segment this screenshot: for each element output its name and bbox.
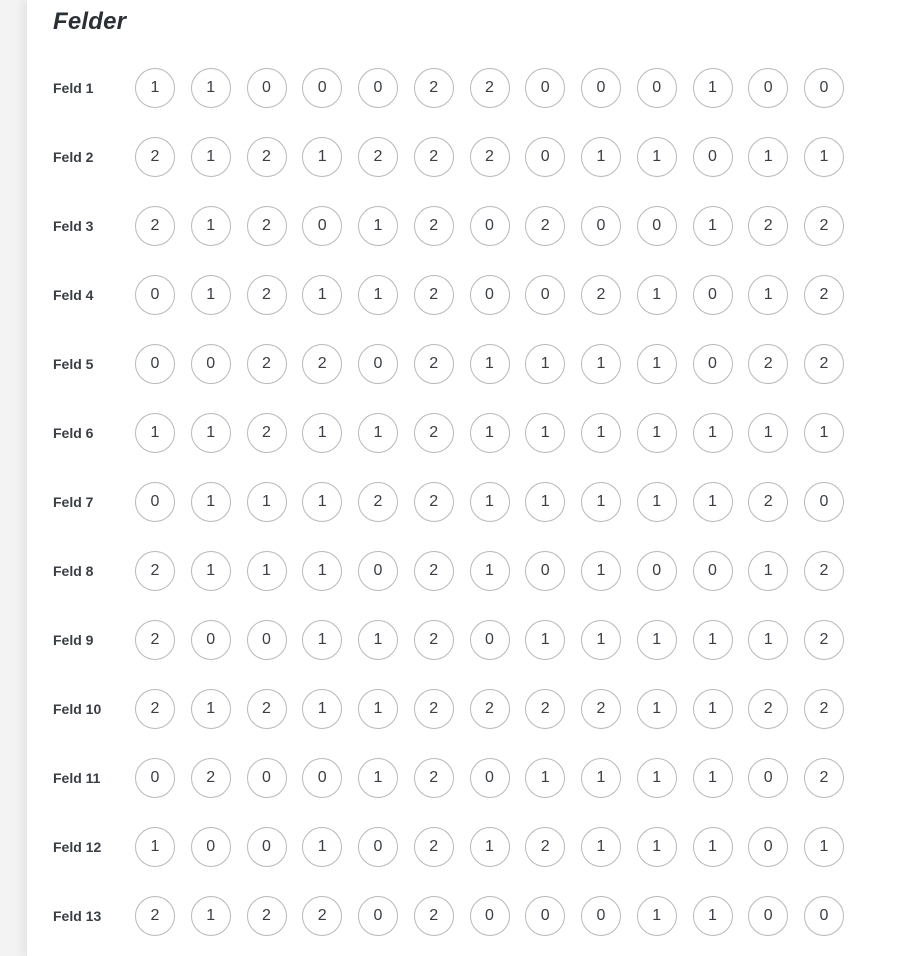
value-circle[interactable]: 0 (470, 758, 510, 798)
field-row-label: Feld 4 (53, 287, 94, 303)
value-circle[interactable]: 2 (748, 206, 788, 246)
value-circle[interactable]: 1 (637, 275, 677, 315)
value-circle[interactable]: 2 (470, 68, 510, 108)
value-circle[interactable]: 2 (302, 344, 342, 384)
field-row-label: Feld 8 (53, 563, 94, 579)
value-circle[interactable]: 1 (637, 896, 677, 936)
field-row (27, 481, 917, 525)
value-circle[interactable]: 2 (414, 413, 454, 453)
value-circle[interactable]: 0 (748, 896, 788, 936)
value-circle[interactable]: 0 (581, 896, 621, 936)
value-circle[interactable]: 0 (358, 551, 398, 591)
value-circle[interactable]: 2 (414, 551, 454, 591)
value-circle[interactable]: 2 (748, 482, 788, 522)
value-circle[interactable]: 0 (470, 620, 510, 660)
value-circle[interactable]: 0 (525, 551, 565, 591)
value-circle[interactable]: 1 (581, 551, 621, 591)
value-circle[interactable]: 0 (525, 68, 565, 108)
value-circle[interactable]: 0 (637, 206, 677, 246)
value-circle[interactable]: 0 (637, 68, 677, 108)
value-circle[interactable]: 1 (581, 827, 621, 867)
value-circle[interactable]: 1 (302, 620, 342, 660)
value-circle[interactable]: 2 (804, 689, 844, 729)
value-circle[interactable]: 1 (637, 344, 677, 384)
value-circle[interactable]: 0 (247, 68, 287, 108)
value-circle[interactable]: 1 (693, 827, 733, 867)
value-circle[interactable]: 2 (135, 551, 175, 591)
value-circle[interactable]: 2 (191, 758, 231, 798)
value-circle[interactable]: 0 (470, 275, 510, 315)
value-circle[interactable]: 1 (693, 758, 733, 798)
value-circle[interactable]: 2 (414, 620, 454, 660)
field-row-label: Feld 1 (53, 80, 94, 96)
value-circle[interactable]: 1 (302, 482, 342, 522)
value-circle[interactable]: 2 (581, 275, 621, 315)
value-circle[interactable]: 2 (414, 896, 454, 936)
value-circle[interactable]: 2 (135, 896, 175, 936)
value-circle[interactable]: 1 (693, 413, 733, 453)
value-circle[interactable]: 1 (135, 68, 175, 108)
value-circle[interactable]: 2 (804, 620, 844, 660)
value-circle[interactable]: 0 (804, 482, 844, 522)
field-row (27, 274, 917, 318)
value-circle[interactable]: 0 (135, 758, 175, 798)
field-row-label: Feld 12 (53, 839, 102, 855)
value-circle[interactable]: 2 (414, 758, 454, 798)
value-circle[interactable]: 2 (247, 137, 287, 177)
value-circle[interactable]: 1 (247, 551, 287, 591)
value-circle[interactable]: 0 (247, 827, 287, 867)
value-circle[interactable]: 0 (693, 551, 733, 591)
value-circle[interactable]: 0 (804, 68, 844, 108)
value-circle[interactable]: 1 (748, 413, 788, 453)
value-circle[interactable]: 1 (581, 344, 621, 384)
value-circle[interactable]: 1 (191, 137, 231, 177)
value-circle[interactable]: 2 (302, 896, 342, 936)
value-circle[interactable]: 2 (135, 206, 175, 246)
value-circle[interactable]: 1 (470, 551, 510, 591)
value-circle[interactable]: 1 (191, 689, 231, 729)
value-circle[interactable]: 1 (637, 827, 677, 867)
field-row-label: Feld 7 (53, 494, 94, 510)
value-circle[interactable]: 1 (581, 482, 621, 522)
value-circle[interactable]: 0 (302, 68, 342, 108)
value-circle[interactable]: 2 (414, 68, 454, 108)
value-circle[interactable]: 0 (748, 758, 788, 798)
field-row-label: Feld 6 (53, 425, 94, 441)
value-circle[interactable]: 1 (693, 620, 733, 660)
value-circle[interactable]: 1 (358, 275, 398, 315)
value-circle[interactable]: 2 (470, 137, 510, 177)
value-circle[interactable]: 2 (804, 758, 844, 798)
value-circle[interactable]: 1 (135, 827, 175, 867)
value-circle[interactable]: 2 (414, 275, 454, 315)
value-circle[interactable]: 1 (358, 620, 398, 660)
value-circle[interactable]: 1 (191, 482, 231, 522)
value-circle[interactable]: 1 (693, 482, 733, 522)
value-circle[interactable]: 1 (581, 137, 621, 177)
value-circle[interactable]: 1 (358, 413, 398, 453)
value-circle[interactable]: 2 (581, 689, 621, 729)
value-circle[interactable]: 2 (135, 620, 175, 660)
field-row-label: Feld 2 (53, 149, 94, 165)
value-circle[interactable]: 0 (191, 620, 231, 660)
value-circle[interactable]: 0 (358, 344, 398, 384)
value-circle[interactable]: 2 (470, 689, 510, 729)
value-circle[interactable]: 0 (748, 827, 788, 867)
field-row-label: Feld 5 (53, 356, 94, 372)
value-circle[interactable]: 1 (191, 68, 231, 108)
value-circle[interactable]: 0 (693, 137, 733, 177)
value-circle[interactable]: 0 (581, 206, 621, 246)
value-circle[interactable]: 1 (470, 827, 510, 867)
value-circle[interactable]: 1 (302, 137, 342, 177)
value-circle[interactable]: 1 (804, 827, 844, 867)
value-circle[interactable]: 0 (358, 896, 398, 936)
value-circle[interactable]: 2 (525, 827, 565, 867)
value-circle[interactable]: 1 (302, 551, 342, 591)
value-circle[interactable]: 1 (191, 275, 231, 315)
value-circle[interactable]: 2 (414, 827, 454, 867)
fields-list (27, 0, 917, 956)
value-circle[interactable]: 1 (525, 482, 565, 522)
value-circle[interactable]: 1 (525, 413, 565, 453)
value-circle[interactable]: 2 (247, 689, 287, 729)
value-circle[interactable]: 1 (470, 482, 510, 522)
field-row (27, 757, 917, 801)
value-circle[interactable]: 0 (247, 758, 287, 798)
value-circle[interactable]: 1 (804, 137, 844, 177)
value-circle[interactable]: 1 (637, 482, 677, 522)
value-circle[interactable]: 2 (414, 482, 454, 522)
value-circle[interactable]: 1 (693, 206, 733, 246)
value-circle[interactable]: 1 (470, 344, 510, 384)
value-circle[interactable]: 2 (247, 344, 287, 384)
value-circle[interactable]: 2 (414, 137, 454, 177)
value-circle[interactable]: 0 (693, 344, 733, 384)
field-row (27, 550, 917, 594)
field-row (27, 136, 917, 180)
value-circle[interactable]: 0 (191, 827, 231, 867)
field-row-label: Feld 13 (53, 908, 102, 924)
value-circle[interactable]: 0 (302, 758, 342, 798)
value-circle[interactable]: 1 (358, 206, 398, 246)
value-circle[interactable]: 1 (637, 413, 677, 453)
value-circle[interactable]: 2 (414, 344, 454, 384)
value-circle[interactable]: 0 (135, 344, 175, 384)
value-circle[interactable]: 1 (191, 551, 231, 591)
field-row (27, 895, 917, 939)
value-circle[interactable]: 0 (302, 206, 342, 246)
field-row (27, 826, 917, 870)
value-circle[interactable]: 2 (804, 275, 844, 315)
value-circle[interactable]: 0 (748, 68, 788, 108)
value-circle[interactable]: 0 (135, 275, 175, 315)
value-circle[interactable]: 2 (135, 689, 175, 729)
value-circle[interactable]: 1 (191, 896, 231, 936)
value-circle[interactable]: 2 (247, 896, 287, 936)
value-circle[interactable]: 1 (637, 689, 677, 729)
value-circle[interactable]: 0 (693, 275, 733, 315)
field-row-label: Feld 11 (53, 770, 101, 786)
value-circle[interactable]: 1 (525, 620, 565, 660)
value-circle[interactable]: 1 (302, 827, 342, 867)
value-circle[interactable]: 0 (804, 896, 844, 936)
value-circle[interactable]: 1 (135, 413, 175, 453)
value-circle[interactable]: 2 (358, 137, 398, 177)
value-circle[interactable]: 0 (470, 896, 510, 936)
field-row-label: Feld 9 (53, 632, 94, 648)
value-circle[interactable]: 1 (637, 758, 677, 798)
value-circle[interactable]: 2 (525, 206, 565, 246)
value-circle[interactable]: 1 (191, 206, 231, 246)
value-circle[interactable]: 2 (358, 482, 398, 522)
value-circle[interactable]: 2 (804, 344, 844, 384)
value-circle[interactable]: 1 (581, 413, 621, 453)
value-circle[interactable]: 1 (693, 689, 733, 729)
value-circle[interactable]: 1 (748, 137, 788, 177)
value-circle[interactable]: 0 (135, 482, 175, 522)
value-circle[interactable]: 1 (358, 758, 398, 798)
value-circle[interactable]: 0 (247, 620, 287, 660)
value-circle[interactable]: 2 (247, 206, 287, 246)
field-row-label: Feld 10 (53, 701, 102, 717)
value-circle[interactable]: 1 (358, 689, 398, 729)
value-circle[interactable]: 2 (748, 344, 788, 384)
value-circle[interactable]: 1 (302, 413, 342, 453)
value-circle[interactable]: 0 (470, 206, 510, 246)
value-circle[interactable]: 0 (525, 275, 565, 315)
value-circle[interactable]: 2 (135, 137, 175, 177)
field-row (27, 205, 917, 249)
value-circle[interactable]: 1 (637, 620, 677, 660)
value-circle[interactable]: 1 (302, 275, 342, 315)
value-circle[interactable]: 2 (804, 206, 844, 246)
fields-panel (26, 0, 917, 956)
value-circle[interactable]: 1 (693, 68, 733, 108)
value-circle[interactable]: 2 (525, 689, 565, 729)
value-circle[interactable]: 2 (247, 413, 287, 453)
field-row (27, 688, 917, 732)
value-circle[interactable]: 0 (358, 68, 398, 108)
value-circle[interactable]: 1 (581, 758, 621, 798)
value-circle[interactable]: 1 (748, 620, 788, 660)
value-circle[interactable]: 0 (581, 68, 621, 108)
value-circle[interactable]: 2 (247, 275, 287, 315)
value-circle[interactable]: 2 (804, 551, 844, 591)
value-circle[interactable]: 1 (637, 137, 677, 177)
field-row (27, 67, 917, 111)
value-circle[interactable]: 1 (804, 413, 844, 453)
field-row (27, 412, 917, 456)
value-circle[interactable]: 1 (693, 896, 733, 936)
field-row-label: Feld 3 (53, 218, 94, 234)
page-title: Felder (53, 8, 127, 35)
value-circle[interactable]: 0 (525, 896, 565, 936)
value-circle[interactable]: 2 (414, 206, 454, 246)
value-circle[interactable]: 2 (748, 689, 788, 729)
value-circle[interactable]: 1 (581, 620, 621, 660)
value-circle[interactable]: 1 (525, 344, 565, 384)
value-circle[interactable]: 0 (637, 551, 677, 591)
value-circle[interactable]: 0 (191, 344, 231, 384)
field-row (27, 619, 917, 663)
value-circle[interactable]: 1 (247, 482, 287, 522)
value-circle[interactable]: 1 (191, 413, 231, 453)
value-circle[interactable]: 0 (525, 137, 565, 177)
field-row (27, 343, 917, 387)
value-circle[interactable]: 1 (748, 275, 788, 315)
value-circle[interactable]: 1 (525, 758, 565, 798)
value-circle[interactable]: 1 (470, 413, 510, 453)
value-circle[interactable]: 2 (414, 689, 454, 729)
value-circle[interactable]: 1 (748, 551, 788, 591)
value-circle[interactable]: 0 (358, 827, 398, 867)
value-circle[interactable]: 1 (302, 689, 342, 729)
